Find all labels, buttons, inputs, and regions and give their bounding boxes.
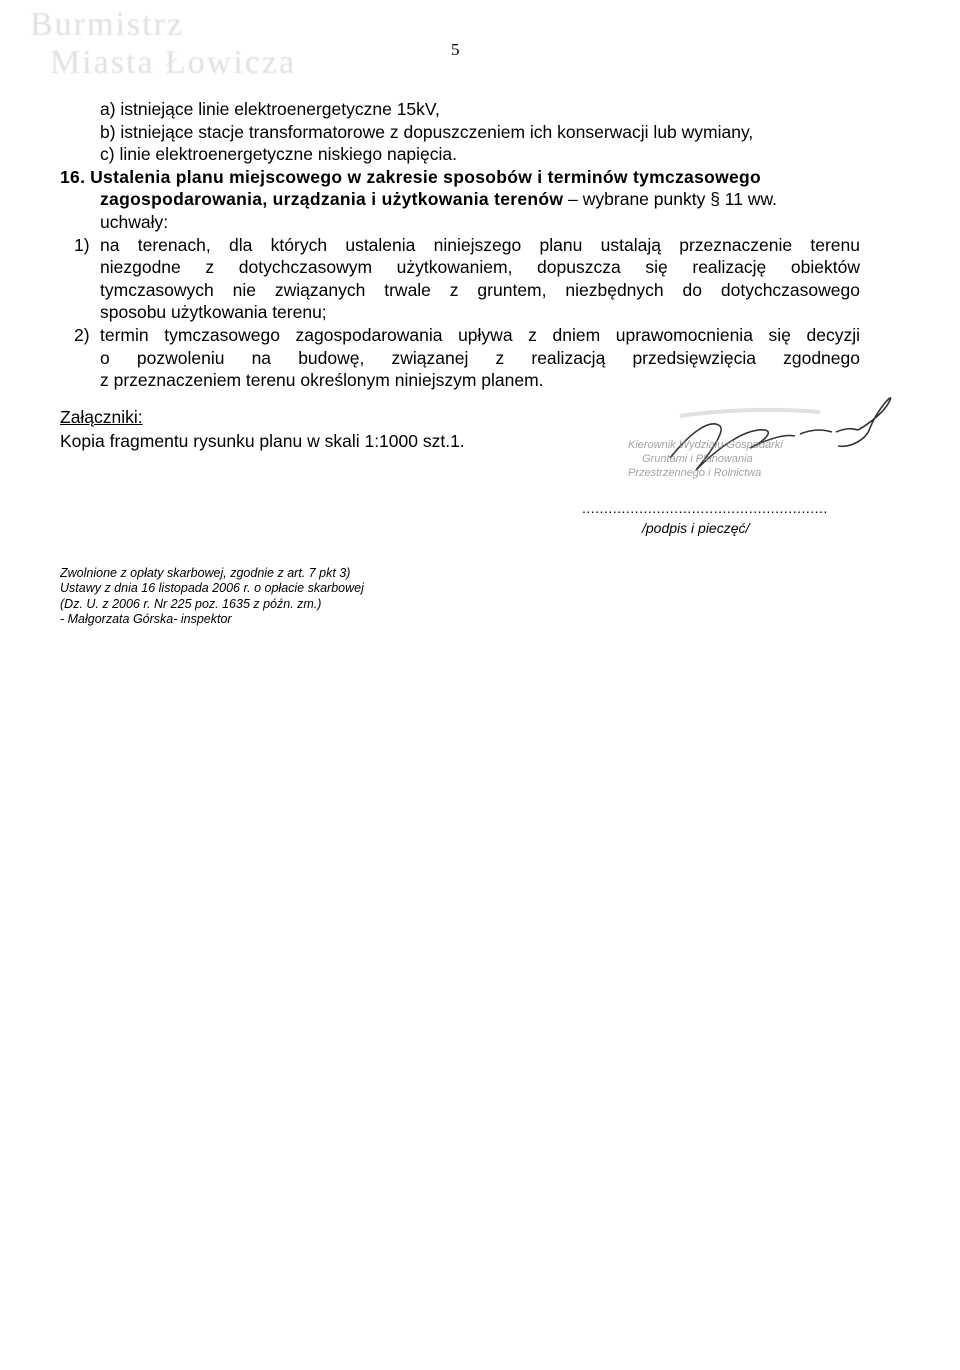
- stamp-duty-note: [60, 566, 364, 628]
- section-16-heading-line-3: uchwały:: [100, 211, 169, 232]
- footnote-line-3: (Dz. U. z 2006 r. Nr 225 poz. 1635 z późn. zm.): [60, 596, 322, 611]
- list-item-c: c) linie elektroenergetyczne niskiego napięcia.: [100, 144, 458, 165]
- stamp-line-3: Przestrzennego i Rolnictwa: [628, 467, 762, 479]
- faded-stamp-line-2: Miasta Łowicza: [50, 44, 297, 81]
- point-1-line-1: na terenach, dla których ustalenia niniejszego planu ustalają przeznaczenie terenu: [100, 234, 860, 255]
- attachments: [60, 405, 465, 453]
- footnote-line-4: - Małgorzata Górska- inspektor: [60, 612, 232, 627]
- attachments-item: Kopia fragmentu rysunku planu w skali 1:1000 szt.1.: [60, 431, 465, 451]
- main-text: [60, 98, 860, 392]
- section-16-heading-line-2-tail: – wybrane punkty § 11 ww.: [568, 189, 777, 210]
- point-1-marker: 1): [74, 234, 90, 255]
- footnote-line-2: Ustawy z dnia 16 listopada 2006 r. o opłacie skarbowej: [60, 581, 364, 596]
- point-1-line-4: sposobu użytkowania terenu;: [100, 302, 327, 323]
- section-16-heading: [60, 166, 860, 189]
- official-stamp: [628, 438, 783, 480]
- point-2-line-2: o pozwoleniu na budowę, związanej z realizacją przedsięwzięcia zgodnego: [100, 347, 860, 368]
- point-2: [60, 324, 860, 392]
- list-item-a: a) istniejące linie elektroenergetyczne 15kV,: [100, 99, 440, 119]
- point-2-line-3: z przeznaczeniem terenu określonym niniejszym planem.: [100, 370, 544, 391]
- point-1-line-3: tymczasowych nie związanych trwale z gruntem, niezbędnych do dotychczasowego: [100, 279, 860, 300]
- stamp-line-1: Kierownik Wydziału Gospodarki: [628, 439, 783, 451]
- faded-stamp: [30, 6, 296, 82]
- page-number: 5: [451, 40, 460, 59]
- point-1: [60, 234, 860, 324]
- section-16-heading-line-1: Ustalenia planu miejscowego w zakresie sposobów i terminów tymczasowego: [90, 166, 762, 187]
- section-16-heading-line-2-bold: zagospodarowania, urządzania i użytkowania terenów: [100, 189, 564, 210]
- footnote-line-1: Zwolnione z opłaty skarbowej, zgodnie z art. 7 pkt 3): [60, 566, 351, 580]
- section-16-number: 16.: [60, 166, 86, 187]
- point-2-line-1: termin tymczasowego zagospodarowania upływa z dniem uprawomocnienia się decyzji: [100, 324, 860, 345]
- list-item-b: b) istniejące stacje transformatorowe z dopuszczeniem ich konserwacji lub wymiany,: [100, 121, 754, 142]
- faded-stamp-line-1: Burmistrz: [30, 6, 184, 43]
- point-1-line-2: niezgodne z dotychczasowym użytkowaniem, dopuszcza się realizację obiektów: [100, 257, 860, 278]
- section-16-heading-line-2: [60, 188, 860, 211]
- attachments-title: Załączniki:: [60, 407, 143, 427]
- signature-line: ........................................................: [582, 500, 828, 516]
- stamp-line-2: Gruntami i Planowania: [642, 453, 753, 465]
- point-2-marker: 2): [74, 324, 90, 345]
- signature-caption: /podpis i pieczęć/: [642, 520, 750, 536]
